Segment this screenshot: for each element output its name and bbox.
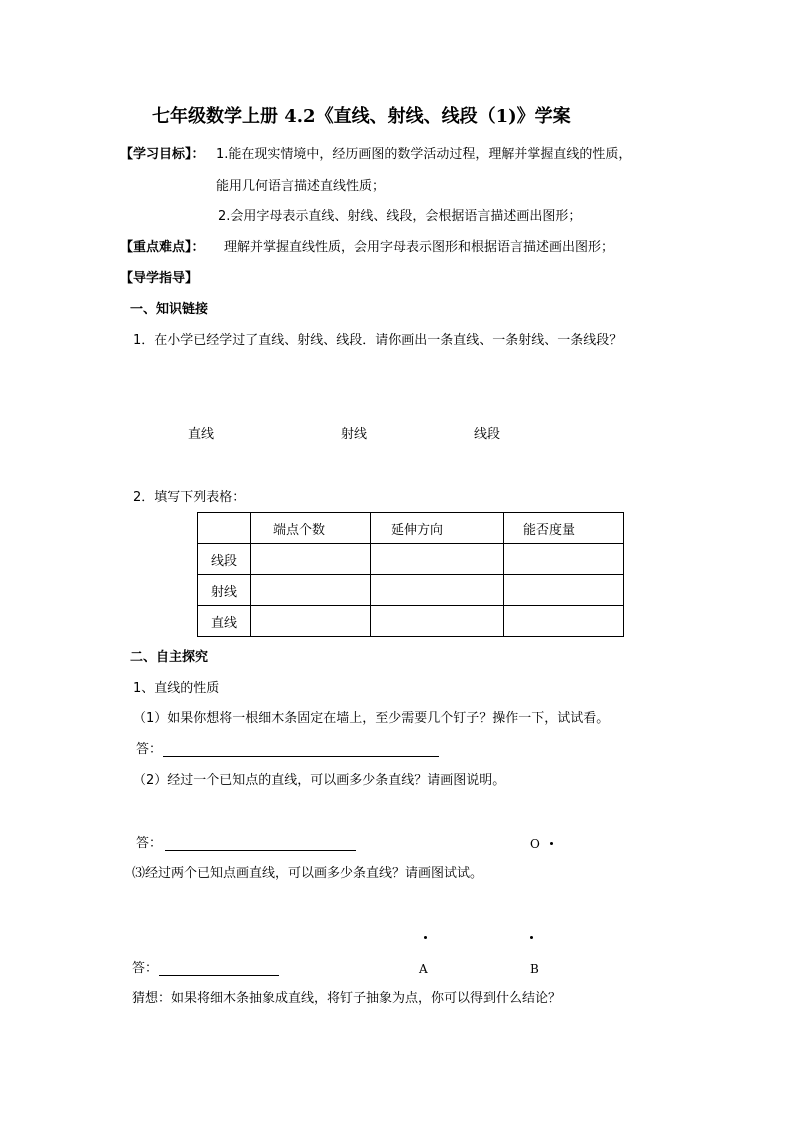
label-ray: 射线 bbox=[341, 427, 368, 442]
table-cell[interactable] bbox=[504, 606, 624, 637]
table-cell[interactable] bbox=[251, 544, 371, 575]
table-cell[interactable] bbox=[504, 575, 624, 606]
table-cell[interactable] bbox=[251, 575, 371, 606]
section2-heading: 二、自主探究 bbox=[130, 650, 209, 665]
point-b-label: B bbox=[530, 962, 539, 976]
section2-sub1: 1、直线的性质 bbox=[133, 681, 220, 696]
objective-line-3: 2.会用字母表示直线、射线、线段，会根据语言描述画出图形； bbox=[218, 209, 582, 224]
section1-heading: 一、知识链接 bbox=[130, 302, 209, 317]
objective-line-1: 1.能在现实情境中，经历画图的数学活动过程，理解并掌握直线的性质， bbox=[216, 147, 632, 162]
section2-question-2: （2）经过一个已知点的直线，可以画多少条直线？请画图说明。 bbox=[133, 773, 506, 788]
point-a-dot bbox=[424, 936, 427, 939]
point-b-dot bbox=[530, 936, 533, 939]
answer-label-2: 答： bbox=[136, 836, 163, 851]
key-points-text: 理解并掌握直线性质，会用字母表示图形和根据语言描述画出图形； bbox=[224, 240, 615, 255]
page-title: 七年级数学上册 4.2《直线、射线、线段（1)》学案 bbox=[152, 106, 571, 127]
table-row bbox=[198, 544, 624, 575]
property-table bbox=[197, 512, 624, 637]
point-o-dot bbox=[550, 842, 553, 845]
table-header-cell bbox=[198, 513, 251, 544]
answer-label-3: 答： bbox=[132, 961, 159, 976]
label-segment: 线段 bbox=[474, 427, 501, 442]
answer-label-1: 答： bbox=[136, 742, 163, 757]
section1-question-2: 2．填写下列表格： bbox=[133, 490, 246, 505]
table-cell[interactable] bbox=[371, 606, 504, 637]
point-a-label: A bbox=[419, 962, 428, 976]
table-cell[interactable] bbox=[371, 544, 504, 575]
table-row-label: 线段 bbox=[198, 544, 251, 575]
table-header-cell: 能否度量 bbox=[504, 513, 624, 544]
key-points-label: 【重点难点】： bbox=[120, 240, 205, 255]
section2-question-1: （1）如果你想将一根细木条固定在墙上，至少需要几个钉子？操作一下，试试看。 bbox=[133, 711, 610, 726]
answer-line-3[interactable] bbox=[159, 975, 279, 976]
table-cell[interactable] bbox=[504, 544, 624, 575]
table-row-label: 直线 bbox=[198, 606, 251, 637]
point-o-label: O bbox=[530, 837, 540, 851]
table-row bbox=[198, 606, 624, 637]
answer-line-2[interactable] bbox=[165, 850, 356, 851]
table-header-cell: 延伸方向 bbox=[371, 513, 504, 544]
guide-label: 【导学指导】 bbox=[120, 271, 199, 286]
section1-question-1: 1．在小学已经学过了直线、射线、线段．请你画出一条直线、一条射线、一条线段？ bbox=[133, 333, 623, 348]
label-line: 直线 bbox=[188, 427, 215, 442]
answer-line-1[interactable] bbox=[163, 756, 439, 757]
table-cell[interactable] bbox=[371, 575, 504, 606]
table-row-label: 射线 bbox=[198, 575, 251, 606]
table-cell[interactable] bbox=[251, 606, 371, 637]
table-row bbox=[198, 575, 624, 606]
section2-question-3: ⑶经过两个已知点画直线，可以画多少条直线？请画图试试。 bbox=[132, 866, 484, 881]
table-header-row bbox=[198, 513, 624, 544]
table-header-cell: 端点个数 bbox=[251, 513, 371, 544]
guess-text: 猜想：如果将细木条抽象成直线，将钉子抽象为点，你可以得到什么结论？ bbox=[132, 991, 562, 1006]
objective-line-2: 能用几何语言描述直线性质； bbox=[216, 179, 386, 194]
objectives-label: 【学习目标】： bbox=[120, 147, 205, 162]
